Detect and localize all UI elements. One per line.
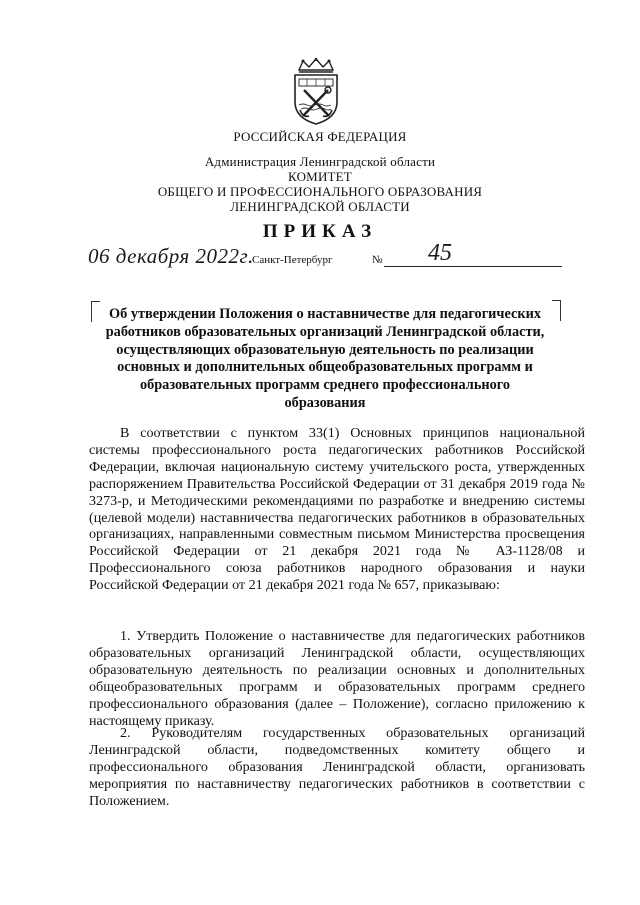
order-subject-heading: Об утверждении Положения о наставничестве для педагогических работников образовательных организаций Ленинградской области, осуществляющих образовательную деятельность по реализации основных и дополнительных общеобразовательных программ и образовательных программ среднего профессионального образования	[105, 306, 545, 411]
committee-line-2: ОБЩЕГО И ПРОФЕССИОНАЛЬНОГО ОБРАЗОВАНИЯ	[157, 184, 483, 199]
subject-bracket-right	[552, 300, 561, 321]
paragraph-text: 2. Руководителям государственных образовательных организаций Ленинградской области, подведомственных комитету общего и профессионального образования Ленинградской области, организовать мероприятия по наставничеству педагогических работников в соответствии с Положением.	[89, 725, 585, 809]
paragraph-text: В соответствии с пунктом 33(1) Основных принципов национальной системы профессионального роста педагогических работников Российской Федерации, включая национальную систему учительского роста, утвержденных распоряжением Правительства Российской Федерации от 31 декабря 2019 года № 3273-р, и Методическими рекомендациями по разработке и внедрению системы (целевой модели) наставничества педагогических работников в образовательных организациях, направленными совместным письмом Министерства просвещения Российской Федерации от 21 декабря 2021 года № АЗ-1128/08 и Профессионального союза работников народного образования и науки Российской Федерации от 21 декабря 2021 года № 657, приказываю:	[89, 425, 585, 594]
city-label: Санкт-Петербург	[252, 254, 333, 266]
committee-line-1: КОМИТЕТ	[288, 169, 352, 184]
number-underline	[384, 266, 562, 267]
paragraph-text: 1. Утвердить Положение о наставничестве для педагогических работников образовательных организаций Ленинградской области, осуществляющих образовательную деятельность по реализации основных и дополнительных общеобразовательных программ и образовательных программ среднего профессионального образования (далее – Положение), согласно приложению к настоящему приказу.	[89, 628, 585, 729]
administration-name: Администрация Ленинградской области	[204, 154, 436, 169]
subject-bracket-left	[91, 301, 100, 322]
order-item-1	[89, 628, 585, 729]
coat-of-arms-icon	[289, 58, 343, 126]
country-name: РОССИЙСКАЯ ФЕДЕРАЦИЯ	[233, 129, 407, 144]
preamble-paragraph	[89, 425, 585, 594]
number-sign: №	[372, 254, 383, 266]
committee-line-3: ЛЕНИНГРАДСКОЙ ОБЛАСТИ	[230, 199, 410, 214]
handwritten-date: 06 декабря 2022г.	[88, 244, 254, 268]
handwritten-order-number: 45	[428, 240, 452, 266]
document-type-title: ПРИКАЗ	[262, 221, 378, 242]
order-item-2	[89, 725, 585, 810]
